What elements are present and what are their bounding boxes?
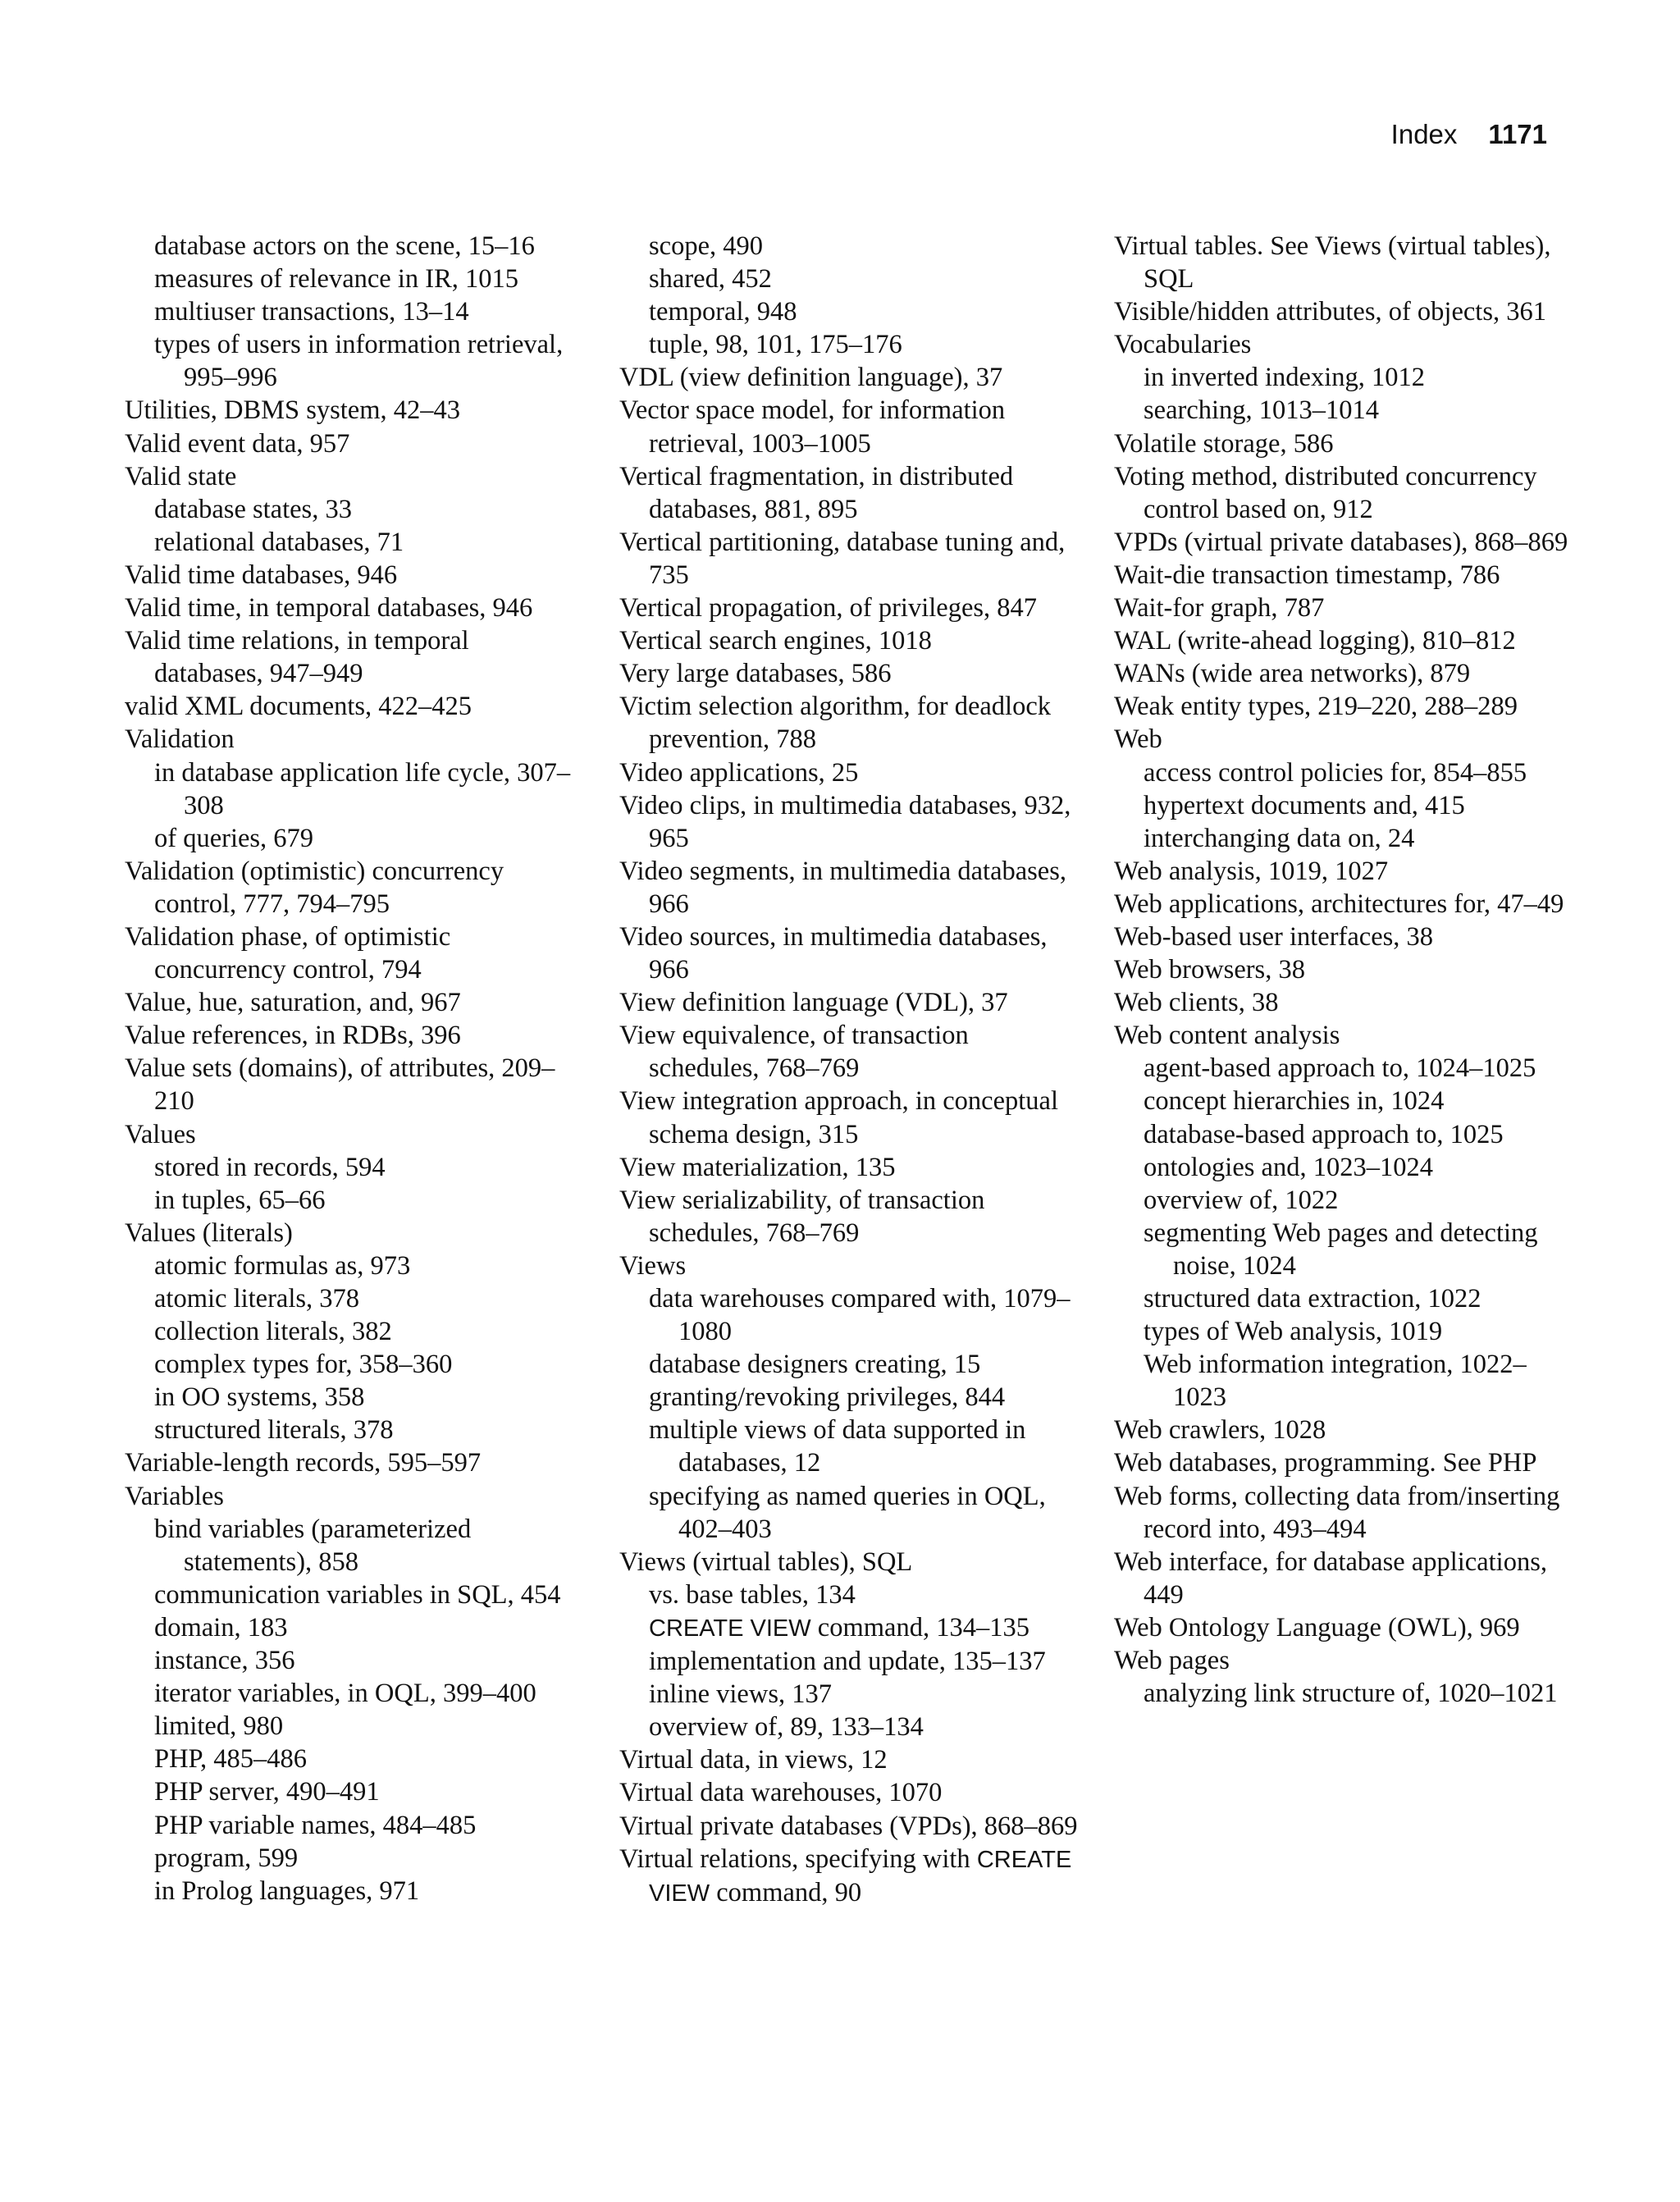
index-entry xyxy=(619,624,1079,657)
entry-text: in database application life cycle, 307–308 xyxy=(154,757,571,820)
index-entry xyxy=(619,1743,1079,1776)
entry-text: structured literals, 378 xyxy=(154,1415,394,1446)
index-entry xyxy=(1114,855,1573,888)
index-entry xyxy=(619,592,1079,624)
entry-text: database actors on the scene, 15–16 xyxy=(154,231,535,261)
entry-text: View equivalence, of transaction schedules, 768–769 xyxy=(619,1021,969,1084)
index-entry xyxy=(619,526,1079,592)
index-subentry xyxy=(125,1249,584,1282)
entry-text: hypertext documents and, 415 xyxy=(1144,790,1465,820)
entry-text: View definition language (VDL), 37 xyxy=(619,988,1008,1018)
entry-text: stored in records, 594 xyxy=(154,1152,386,1182)
page-number: 1171 xyxy=(1488,119,1547,149)
entry-text: Vector space model, for information retrieval, 1003–1005 xyxy=(619,395,1006,459)
entry-text: Valid time relations, in temporal databases, 947–949 xyxy=(125,626,469,689)
entry-text: granting/revoking privileges, 844 xyxy=(649,1382,1006,1413)
index-entry xyxy=(619,1546,1079,1578)
index-entry xyxy=(1114,1611,1573,1644)
index-entry xyxy=(1114,723,1573,756)
index-subentry xyxy=(125,1775,584,1808)
index-subentry xyxy=(125,493,584,526)
entry-text: segmenting Web pages and detecting noise, 1024 xyxy=(1144,1217,1538,1281)
entry-text: database states, 33 xyxy=(154,494,352,524)
index-subentry xyxy=(619,1678,1079,1711)
index-subentry xyxy=(1114,1348,1573,1414)
entry-text: PHP variable names, 484–485 xyxy=(154,1810,477,1840)
entry-text: Web content analysis xyxy=(1114,1021,1340,1051)
entry-text: temporal, 948 xyxy=(649,297,797,327)
entry-text: domain, 183 xyxy=(154,1612,288,1642)
index-entry xyxy=(619,1843,1079,1910)
index-subentry xyxy=(1114,361,1573,394)
index-column-3 xyxy=(1114,230,1573,1710)
index-subentry xyxy=(619,1711,1079,1743)
entry-text: ontologies and, 1023–1024 xyxy=(1144,1152,1433,1182)
index-subentry xyxy=(125,1282,584,1315)
index-entry xyxy=(1114,230,1573,295)
entry-text: Valid event data, 957 xyxy=(125,428,350,459)
entry-text: database-based approach to, 1025 xyxy=(1144,1119,1504,1149)
entry-text: View integration approach, in conceptual schema design, 315 xyxy=(619,1086,1058,1149)
index-entry xyxy=(1114,921,1573,953)
entry-text: VPDs (virtual private databases), 868–869 xyxy=(1114,527,1568,557)
entry-text: vs. base tables, 134 xyxy=(649,1579,856,1610)
index-subentry xyxy=(125,756,584,822)
entry-text: Web analysis, 1019, 1027 xyxy=(1114,856,1389,886)
entry-text: Web crawlers, 1028 xyxy=(1114,1415,1326,1446)
entry-text: VDL (view definition language), 37 xyxy=(619,363,1003,393)
index-subentry xyxy=(619,1611,1079,1645)
entry-text: WANs (wide area networks), 879 xyxy=(1114,659,1471,689)
entry-text: View materialization, 135 xyxy=(619,1152,896,1182)
index-entry xyxy=(125,1118,584,1151)
index-entry xyxy=(125,1052,584,1117)
entry-text: Wait-die transaction timestamp, 786 xyxy=(1114,560,1500,590)
entry-text: Valid state xyxy=(125,461,237,491)
entry-text: command, 90 xyxy=(710,1877,862,1907)
entry-text: Very large databases, 586 xyxy=(619,659,892,689)
section-title: Index xyxy=(1390,119,1458,149)
index-entry xyxy=(125,1480,584,1513)
index-entry xyxy=(619,986,1079,1019)
entry-text: Values xyxy=(125,1119,196,1149)
entry-text: Web pages xyxy=(1114,1646,1230,1676)
entry-text: Web interface, for database applications, 449 xyxy=(1114,1546,1547,1610)
index-entry xyxy=(619,690,1079,756)
index-subentry xyxy=(125,1644,584,1677)
index-entry xyxy=(125,986,584,1019)
index-subentry xyxy=(125,1677,584,1710)
index-subentry xyxy=(125,1611,584,1644)
entry-text: atomic formulas as, 973 xyxy=(154,1250,411,1281)
index-subentry xyxy=(125,526,584,559)
index-subentry xyxy=(125,1513,584,1578)
index-entry xyxy=(1114,624,1573,657)
entry-text: shared, 452 xyxy=(649,264,772,295)
index-entry xyxy=(125,1446,584,1479)
entry-text: Web applications, architectures for, 47–49 xyxy=(1114,889,1564,919)
index-entry xyxy=(1114,427,1573,460)
index-entry xyxy=(1114,1019,1573,1052)
index-entry xyxy=(1114,1480,1573,1546)
entry-text: Virtual data warehouses, 1070 xyxy=(619,1778,943,1808)
index-subentry xyxy=(125,1875,584,1907)
entry-text: Valid time, in temporal databases, 946 xyxy=(125,593,533,624)
index-subentry xyxy=(125,1414,584,1446)
entry-text: PHP server, 490–491 xyxy=(154,1777,380,1807)
entry-text: Web information integration, 1022–1023 xyxy=(1144,1350,1527,1413)
index-entry xyxy=(619,789,1079,855)
running-header xyxy=(1391,119,1547,150)
entry-text: valid XML documents, 422–425 xyxy=(125,692,472,722)
entry-text: Validation xyxy=(125,724,235,755)
index-entry xyxy=(619,855,1079,921)
entry-text: multiple views of data supported in databases, 12 xyxy=(649,1415,1026,1478)
index-entry xyxy=(1114,953,1573,986)
entry-text: inline views, 137 xyxy=(649,1679,832,1710)
index-entry xyxy=(125,559,584,592)
entry-text: Web databases, programming. See PHP xyxy=(1114,1448,1537,1478)
index-subentry xyxy=(125,1743,584,1775)
index-entry xyxy=(125,690,584,723)
index-entry xyxy=(1114,460,1573,526)
entry-text: of queries, 679 xyxy=(154,823,314,853)
entry-text: Virtual relations, specifying with xyxy=(619,1843,977,1874)
index-entry xyxy=(619,921,1079,986)
entry-text: Video segments, in multimedia databases, 966 xyxy=(619,856,1067,919)
index-entry xyxy=(619,394,1079,459)
entry-text: atomic literals, 378 xyxy=(154,1284,360,1313)
entry-text: relational databases, 71 xyxy=(154,527,404,557)
entry-text: data warehouses compared with, 1079–1080 xyxy=(649,1284,1071,1347)
index-subentry xyxy=(1114,1315,1573,1348)
index-subentry xyxy=(1114,1217,1573,1282)
index-entry xyxy=(619,1249,1079,1282)
index-entry xyxy=(1114,1546,1573,1611)
index-subentry xyxy=(619,328,1079,361)
entry-text: Validation phase, of optimistic concurrency control, 794 xyxy=(125,921,451,985)
entry-text: Vertical search engines, 1018 xyxy=(619,626,932,656)
index-subentry xyxy=(1114,822,1573,855)
entry-text: Views xyxy=(619,1250,687,1281)
index-column-1 xyxy=(125,230,584,1907)
entry-text: concept hierarchies in, 1024 xyxy=(1144,1086,1445,1117)
index-subentry xyxy=(619,1645,1079,1678)
entry-text: in inverted indexing, 1012 xyxy=(1144,363,1425,393)
entry-text: overview of, 1022 xyxy=(1144,1185,1339,1215)
index-entry xyxy=(125,723,584,756)
index-subentry xyxy=(1114,1151,1573,1184)
index-subentry xyxy=(125,1842,584,1875)
index-subentry xyxy=(1114,789,1573,822)
entry-text: communication variables in SQL, 454 xyxy=(154,1579,561,1610)
index-subentry xyxy=(125,1710,584,1743)
index-subentry xyxy=(1114,1118,1573,1151)
index-subentry xyxy=(125,822,584,855)
entry-text: program, 599 xyxy=(154,1843,299,1873)
index-entry xyxy=(1114,657,1573,690)
entry-text: bind variables (parameterized statements), 858 xyxy=(154,1514,472,1577)
index-subentry xyxy=(125,1578,584,1611)
entry-text: Web forms, collecting data from/inserting record into, 493–494 xyxy=(1114,1481,1560,1544)
entry-text: specifying as named queries in OQL, 402–403 xyxy=(649,1481,1046,1544)
entry-text: tuple, 98, 101, 175–176 xyxy=(649,330,902,360)
index-entry xyxy=(619,1810,1079,1843)
index-entry xyxy=(1114,1644,1573,1677)
index-entry xyxy=(619,756,1079,789)
index-entry xyxy=(619,1184,1079,1249)
index-entry xyxy=(125,624,584,690)
index-entry xyxy=(125,1217,584,1249)
entry-text: scope, 490 xyxy=(649,231,763,261)
entry-text: searching, 1013–1014 xyxy=(1144,395,1380,426)
index-entry xyxy=(1114,328,1573,361)
index-entry xyxy=(125,427,584,460)
index-subentry xyxy=(125,263,584,295)
entry-text: instance, 356 xyxy=(154,1646,295,1676)
index-subentry xyxy=(125,1348,584,1381)
index-subentry xyxy=(619,1414,1079,1479)
entry-text: Vertical fragmentation, in distributed databases, 881, 895 xyxy=(619,461,1014,524)
code-term: CREATE VIEW xyxy=(649,1615,811,1642)
index-subentry xyxy=(619,295,1079,328)
entry-text: Web browsers, 38 xyxy=(1114,955,1305,985)
index-entry xyxy=(125,460,584,493)
index-entry xyxy=(619,1776,1079,1809)
index-entry xyxy=(125,855,584,921)
index-subentry xyxy=(1114,1677,1573,1710)
index-entry xyxy=(125,1019,584,1052)
index-entry xyxy=(619,1151,1079,1184)
entry-text: access control policies for, 854–855 xyxy=(1144,757,1527,788)
index-entry xyxy=(619,1019,1079,1085)
entry-text: Vocabularies xyxy=(1114,330,1252,360)
entry-text: Volatile storage, 586 xyxy=(1114,428,1334,459)
entry-text: Utilities, DBMS system, 42–43 xyxy=(125,395,460,426)
index-entry xyxy=(125,394,584,427)
index-subentry xyxy=(125,295,584,328)
index-entry xyxy=(619,460,1079,526)
index-entry xyxy=(1114,986,1573,1019)
entry-text: Variables xyxy=(125,1481,224,1511)
index-subentry xyxy=(125,1184,584,1217)
entry-text: WAL (write-ahead logging), 810–812 xyxy=(1114,626,1516,656)
entry-text: PHP, 485–486 xyxy=(154,1744,308,1775)
entry-text: Voting method, distributed concurrency control based on, 912 xyxy=(1114,461,1537,524)
entry-text: types of users in information retrieval, 995–996 xyxy=(154,330,564,393)
index-subentry xyxy=(619,1282,1079,1348)
index-subentry xyxy=(125,1315,584,1348)
code-term: CREATE VIEW xyxy=(649,1846,1072,1907)
entry-text: command, 134–135 xyxy=(810,1612,1029,1642)
entry-text: Visible/hidden attributes, of objects, 361 xyxy=(1114,297,1546,327)
entry-text: agent-based approach to, 1024–1025 xyxy=(1144,1053,1536,1084)
entry-text: Victim selection algorithm, for deadlock prevention, 788 xyxy=(619,692,1052,755)
index-entry xyxy=(1114,526,1573,559)
index-entry xyxy=(1114,690,1573,723)
index-subentry xyxy=(619,1348,1079,1381)
entry-text: iterator variables, in OQL, 399–400 xyxy=(154,1679,536,1709)
index-subentry xyxy=(619,1480,1079,1546)
index-subentry xyxy=(1114,756,1573,789)
index-entry xyxy=(619,657,1079,690)
entry-text: Value references, in RDBs, 396 xyxy=(125,1021,461,1051)
entry-text: Virtual data, in views, 12 xyxy=(619,1745,888,1775)
index-subentry xyxy=(125,1151,584,1184)
index-entry xyxy=(125,921,584,986)
entry-text: Virtual private databases (VPDs), 868–869 xyxy=(619,1811,1078,1841)
entry-text: Values (literals) xyxy=(125,1217,293,1248)
index-subentry xyxy=(1114,394,1573,427)
index-entry xyxy=(1114,559,1573,592)
entry-text: types of Web analysis, 1019 xyxy=(1144,1317,1443,1347)
entry-text: Vertical partitioning, database tuning and, 735 xyxy=(619,527,1066,590)
index-subentry xyxy=(1114,1052,1573,1085)
entry-text: Web xyxy=(1114,724,1162,755)
index-subentry xyxy=(619,263,1079,295)
index-subentry xyxy=(125,1381,584,1414)
index-subentry xyxy=(619,1578,1079,1611)
entry-text: Value sets (domains), of attributes, 209–210 xyxy=(125,1053,555,1117)
entry-text: measures of relevance in IR, 1015 xyxy=(154,264,519,295)
index-entry xyxy=(1114,592,1573,624)
index-subentry xyxy=(619,230,1079,263)
index-entry xyxy=(1114,295,1573,328)
entry-text: implementation and update, 135–137 xyxy=(649,1647,1046,1677)
entry-text: interchanging data on, 24 xyxy=(1144,823,1415,853)
index-subentry xyxy=(1114,1184,1573,1217)
entry-text: Virtual tables. See Views (virtual tables), SQL xyxy=(1114,231,1551,295)
entry-text: Vertical propagation, of privileges, 847 xyxy=(619,593,1038,624)
entry-text: Value, hue, saturation, and, 967 xyxy=(125,988,461,1018)
entry-text: Validation (optimistic) concurrency control, 777, 794–795 xyxy=(125,856,504,919)
index-subentry xyxy=(1114,1085,1573,1117)
entry-text: Video clips, in multimedia databases, 932, 965 xyxy=(619,790,1071,853)
entry-text: Variable-length records, 595–597 xyxy=(125,1448,482,1478)
index-column-2 xyxy=(619,230,1079,1910)
index-entry xyxy=(1114,888,1573,921)
entry-text: overview of, 89, 133–134 xyxy=(649,1712,924,1743)
entry-text: Web clients, 38 xyxy=(1114,988,1279,1018)
index-entry xyxy=(619,361,1079,394)
entry-text: analyzing link structure of, 1020–1021 xyxy=(1144,1679,1558,1709)
entry-text: in OO systems, 358 xyxy=(154,1382,365,1413)
entry-text: in Prolog languages, 971 xyxy=(154,1875,420,1906)
entry-text: Web Ontology Language (OWL), 969 xyxy=(1114,1612,1520,1642)
index-subentry xyxy=(125,328,584,394)
index-subentry xyxy=(619,1381,1079,1414)
entry-text: Views (virtual tables), SQL xyxy=(619,1546,913,1577)
entry-text: database designers creating, 15 xyxy=(649,1350,981,1380)
entry-text: in tuples, 65–66 xyxy=(154,1185,326,1215)
entry-text: Video sources, in multimedia databases, 966 xyxy=(619,921,1048,985)
entry-text: collection literals, 382 xyxy=(154,1317,392,1347)
index-entry xyxy=(619,1085,1079,1150)
entry-text: Wait-for graph, 787 xyxy=(1114,593,1325,624)
index-entry xyxy=(125,592,584,624)
entry-text: multiuser transactions, 13–14 xyxy=(154,297,469,327)
index-entry xyxy=(1114,1446,1573,1479)
index-subentry xyxy=(1114,1282,1573,1315)
entry-text: Valid time databases, 946 xyxy=(125,560,398,590)
index-subentry xyxy=(125,230,584,263)
index-entry xyxy=(1114,1414,1573,1446)
entry-text: Video applications, 25 xyxy=(619,757,859,788)
entry-text: Web-based user interfaces, 38 xyxy=(1114,921,1434,952)
entry-text: complex types for, 358–360 xyxy=(154,1350,453,1380)
entry-text: View serializability, of transaction schedules, 768–769 xyxy=(619,1185,985,1248)
entry-text: structured data extraction, 1022 xyxy=(1144,1284,1481,1313)
entry-text: limited, 980 xyxy=(154,1711,284,1742)
entry-text: Weak entity types, 219–220, 288–289 xyxy=(1114,692,1518,722)
index-subentry xyxy=(125,1809,584,1842)
